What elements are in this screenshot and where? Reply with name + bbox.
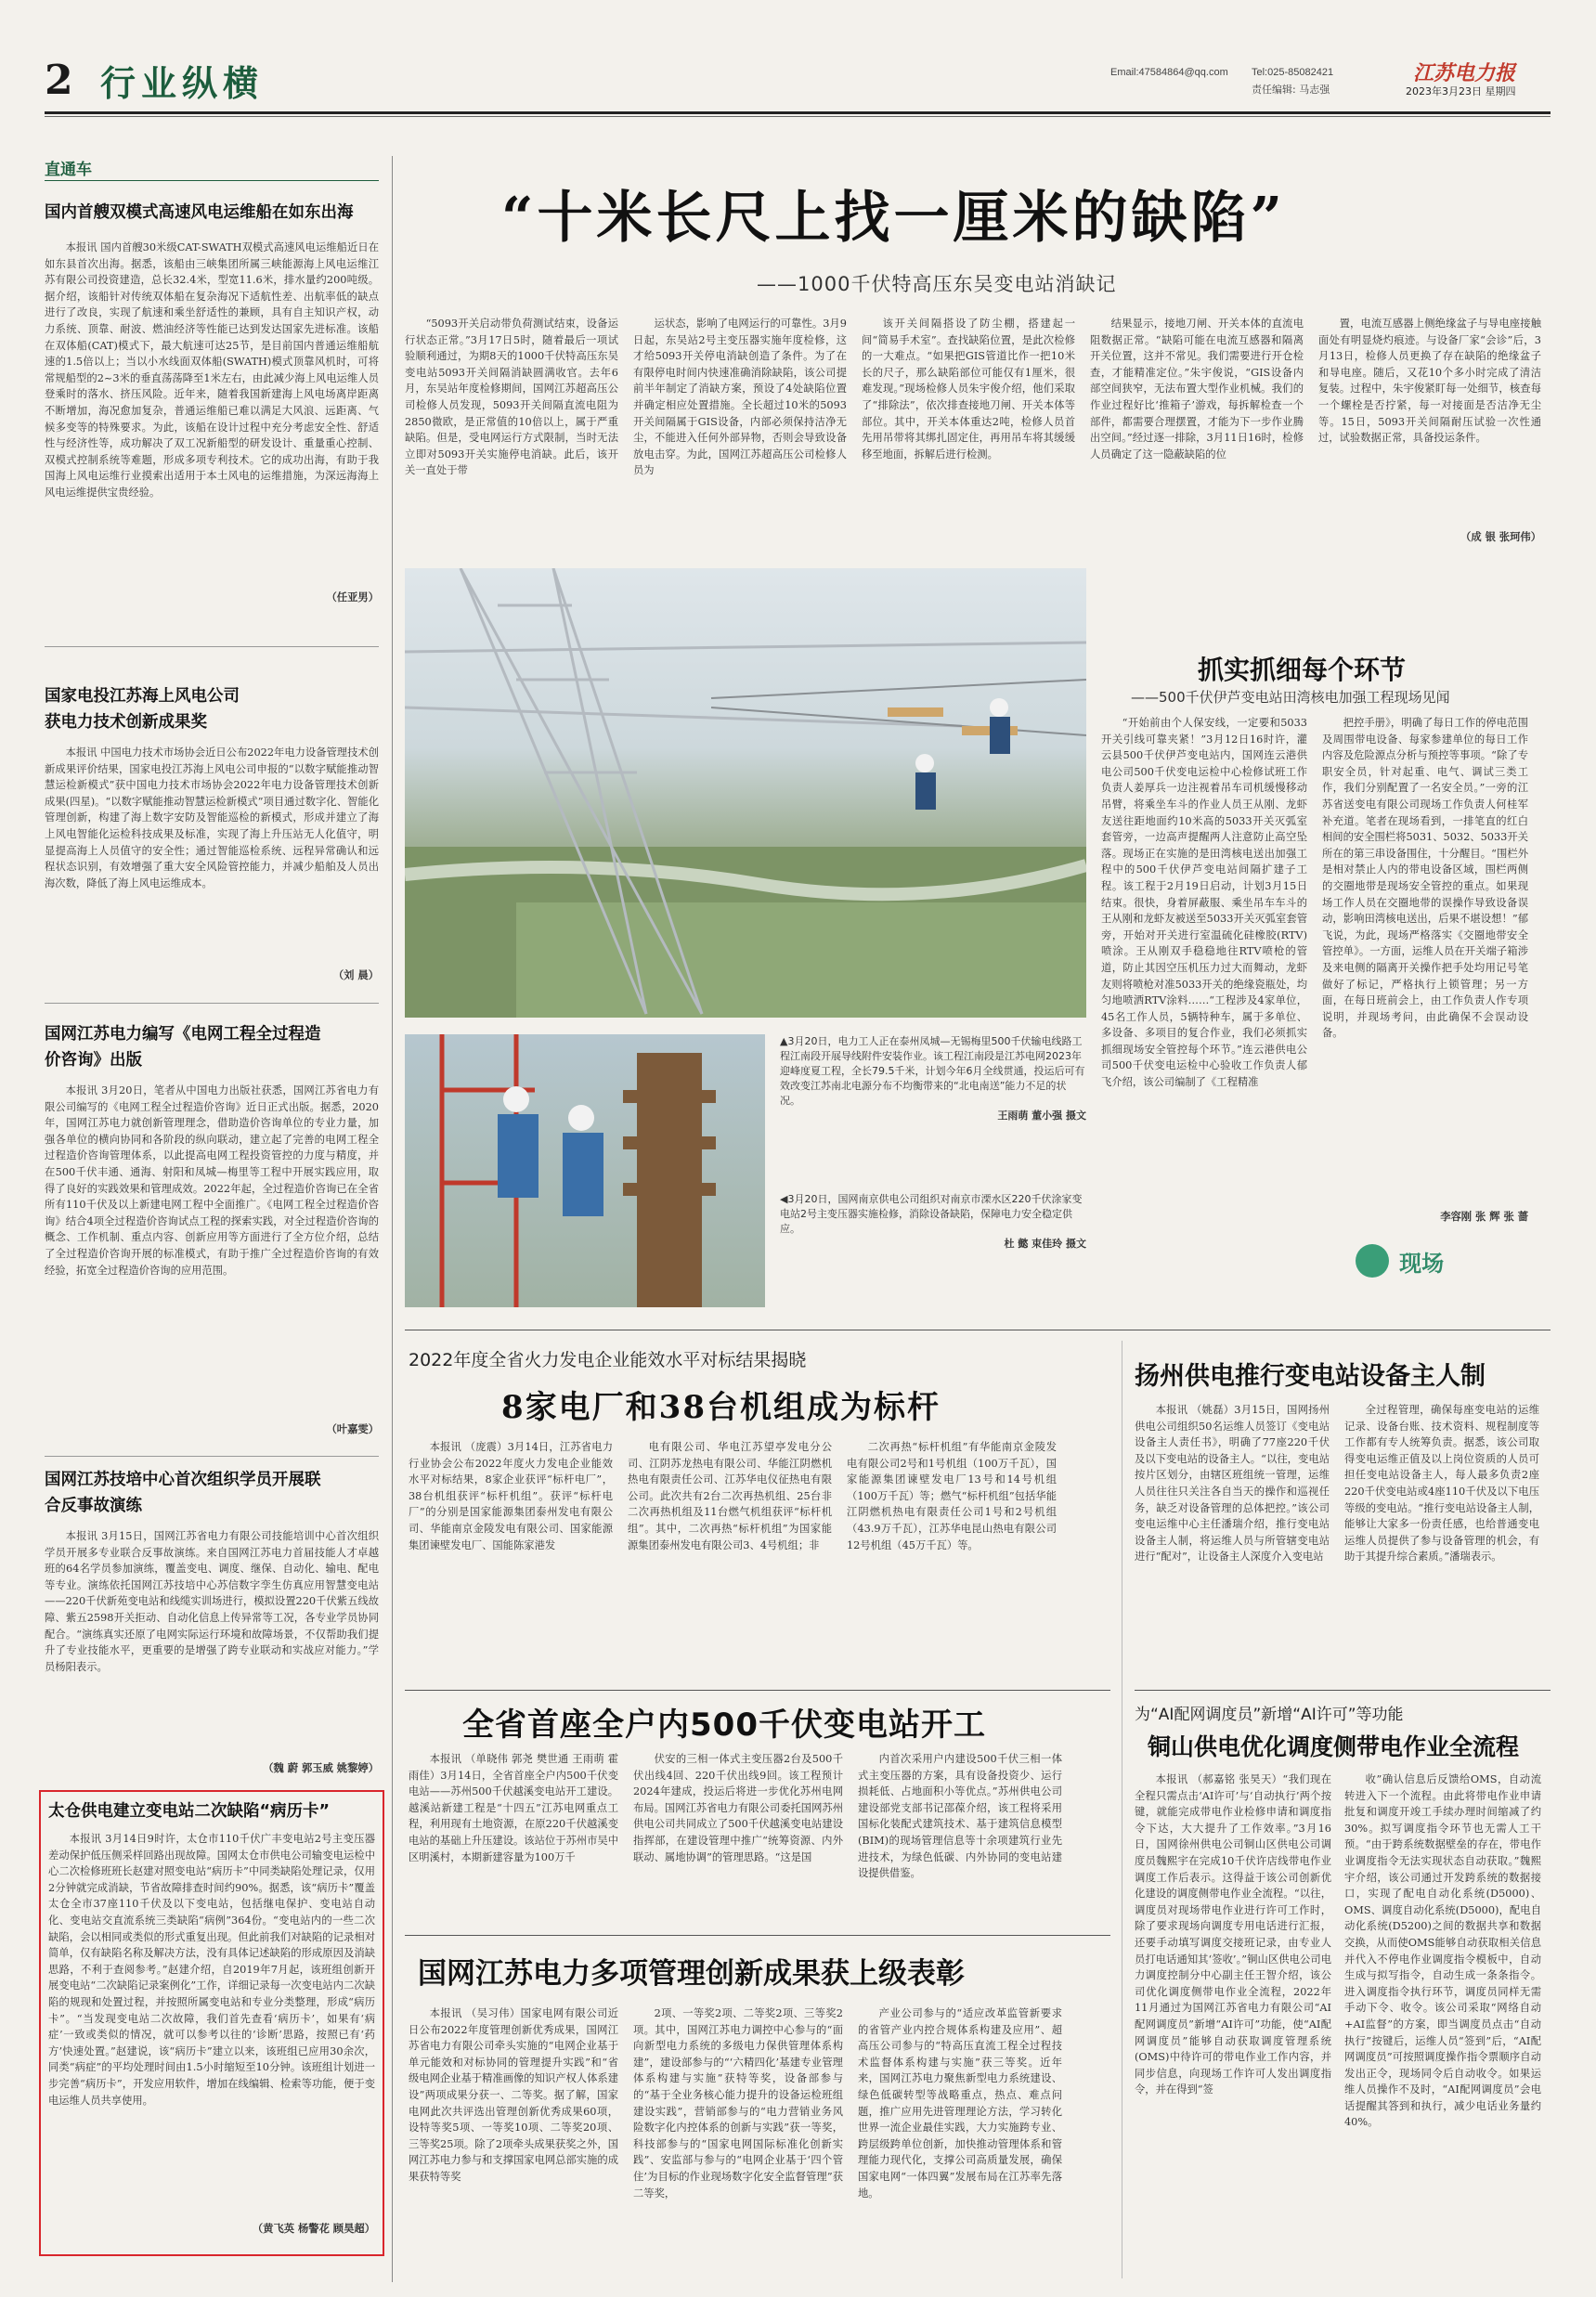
article-author: （黄飞英 杨警花 顾昊超） — [252, 2222, 375, 2235]
feature-headline: 抓实抓细每个环节 — [1198, 655, 1407, 685]
sidebar-article — [45, 1467, 379, 1783]
photo-caption-1 — [780, 1034, 1086, 1123]
national-column: 本报讯 （单晓伟 郭尧 樊世通 王雨萌 霍雨佳）3月14日，全省首座全户内500千伏变电站——苏州500千伏越溪变电站开工建设。越溪站新建工程是“十四五”江苏电网重点工程，利用现有土地资源，在原220千伏越溪变电站的基础上升压建设。该站位于苏州市吴中区明溪村，本期新建容量为100万千 — [409, 1753, 618, 1863]
article-author: （叶嘉雯） — [326, 1422, 379, 1435]
masthead — [45, 58, 1551, 104]
tag-xianchang — [1356, 1244, 1504, 1285]
sidebar — [45, 156, 379, 2282]
article-body: 本报讯 3月15日，国网江苏省电力有限公司技能培训中心首次组织学员开展多专业联合反事故演练。来自国网江苏电力首届技能人才卓越班的64名学员参加演练，覆盖变电、调度、继保、自动化、输电、配电等专业。演练依托国网江苏技培中心苏信数字孪生仿真应用智慧变电站——220千伏新苑变电站和线缆实训场进行，模拟设置220千伏紫五线故障、紫五2598开关拒动、自动化信息上传异常等工况，各专业学员协同配合。“演练真实还原了电网实际运行环境和故障场景，不仅帮助我们提升了专业技能水平，更重要的是增强了跨专业联动和实战应对能力。”学员杨阳表示。 — [45, 1530, 379, 1673]
national-column: 内首次采用户内建设500千伏三相一体式主变压器的方案，具有设备投资少、运行损耗低、占地面积小等优点。”苏州供电公司建设部党支部书记邵葆介绍，该工程将采用国标化装配式建筑技术、基于建筑信息模型(BIM)的现场管理信息等十余项建筑行业先进技术，为绿色低碳、内外协同的变电站建设提供借鉴。 — [858, 1753, 1062, 1880]
national-column: 伏安的三相一体式主变压器2台及500千伏出线4回、220千伏出线9回。该工程预计2024年建成，投运后将进一步优化苏州电网布局。国网江苏省电力有限公司委托国网苏州供电公司共同成立了500千伏越溪变电站建设指挥部，在建设管理中推广“统筹资源、内外联动、属地协调”的管理思路。“这是国 — [633, 1753, 843, 1863]
article-title: 太仓供电建立变电站二次缺陷“病历卡” — [48, 1802, 331, 1821]
paper-logo: 江苏电力报 — [1413, 61, 1516, 85]
lead-author: （成 银 张珂伟） — [1460, 530, 1541, 543]
sidebar-label: 直通车 — [45, 161, 92, 179]
article-title: 国网江苏电力编写《电网工程全过程造价咨询》出版 — [45, 1025, 321, 1070]
thermal-headline: 8家电厂和38台机组成为标杆 — [501, 1389, 941, 1426]
tongshan-column: 收”确认信息后反馈给OMS，自动流转进入下一个流程。由此将带电作业申请批复和调度开竣工手续办理时间缩减了约30%。拟写调度指令环节也无需人工干预。“由于跨系统数据壁垒的存在，带电作业调度指令无法实现状态自动获取。”魏熙宇介绍，该公司通过开发跨系统的数据接口，实现了配电自动化系统(D5000)、OMS、调度自动化系统(D5000)，配电自动化系统(D5200)之间的数据共享和数据交换，从而使OMS能够自动获取相关信息并代入不停电作业调度指令模板中，自动生成与拟写指令，自动生成一条条指令。进入调度指令执行环节，调度员同样无需手动下令、收令。该公司采取“网络自动+AI监督”的方案，即当调度员点击“自动执行”按键后，运维人员“签到”后，“AI配网调度员”可按照调度操作指令票顺序自动发出正令，现场同令后自动收令。如果运维人员操作不及时，“AI配网调度员”会电话提醒其答到和执行，减少电话业务量约40%。 — [1344, 1773, 1541, 2129]
tongshan-headline: 铜山供电优化调度侧带电作业全流程 — [1148, 1733, 1520, 1760]
yangzhou-column: 全过程管理，确保每座变电站的运维记录、设备台账、技术资料、规程制度等工作都有专人统筹负责。据悉，该公司取得变电运维正值及以上岗位资质的人员可担任变电站设备主人，每人最多负责2座220千伏变电站或4座110千伏及以下电压等级的变电站。“推行变电站设备主人制，能够让大家多一份责任感，也给普通变电运维人员提供了参与设备管理的机会，有助于其提升综合素质。”潘瑞表示。 — [1344, 1404, 1539, 1564]
caption-credit: 王雨萌 董小强 摄文 — [997, 1110, 1086, 1122]
lead-column: 该开关间隔搭设了防尘棚，搭建起一间“简易手术室”。查找缺陷位置，是此次检修的一大难点。“如果把GIS管道比作一把10米长的尺子，那么缺陷部位可能仅有1厘米，很难发现。”现场检修人员朱宇俊介绍，他们采取了“排除法”，依次排查接地刀闸、开关本体等部位。其中，开关本体重达2吨，检修人员首先用吊带将其绑扎固定住，再用吊车将其缓缓移至地面，拆解后进行检测。 — [862, 318, 1075, 461]
thermal-column: 电有限公司、华电江苏望亭发电分公司、江阴苏龙热电有限公司、华能江阴燃机热电有限责任公司、江苏华电仪征热电有限公司。此次共有2台二次再热机组、25台非二次再热机组及11台燃气机组获评“标杆机组”。其中，二次再热“标杆机组”为国家能源集团泰州发电有限公司3、4号机组；非 — [628, 1441, 832, 1551]
article-title: 国内首艘双模式高速风电运维船在如东出海 — [45, 203, 354, 222]
section-divider — [405, 1690, 1110, 1691]
tag-icon — [1356, 1244, 1389, 1278]
tongshan-kicker: 为“AI配网调度员”新增“AI许可”等功能 — [1135, 1706, 1404, 1724]
national-headline: 全省首座全户内500千伏变电站开工 — [462, 1707, 986, 1744]
lead-column: 结果显示，接地刀闸、开关本体的直流电阻数据正常。“缺陷可能在电流互感器和隔离开关位置，这并不常见。我们需要进行开仓检查，才能精准定位。”朱宇俊说，“GIS设备内部空间狭窄，无法布置大型作业机械。我们的作业过程好比‘推箱子’游戏，每拆解检查一个部件，都需要合理摆置，才能为下一步作业腾出空间。”经过逐一排除，3月11日16时，检修人员确定了这一隐蔽缺陷的位 — [1090, 318, 1304, 461]
lead-column: “5093开关启动带负荷测试结束，设备运行状态正常。”3月17日5时，随着最后一项试验顺利通过，为期8天的1000千伏特高压东吴变电站5093开关间隔消缺圆满收官。去年6月，东吴站年度检修期间，国网江苏超高压公司检修人员发现，5093开关间隔直流电阻为2850微欧，是正常值的10倍以上，属于严重缺陷。但是，受电网运行方式限制，当时无法立即对5093开关实施停电消缺。此后，该开关一直处于带 — [405, 318, 618, 477]
feature-column: “开始前由个人保安线，一定要和5033开关引线可靠夹紧！”3月12日16时许，灌云县500千伏伊芦变电站内，国网连云港供电公司500千伏变电运检中心检修试班工作负责人姜厚兵一边注视着吊车司机缓慢移动吊臂，将乘坐车斗的作业人员王从刚、龙虾友送往距地面约10米高的5033开关灭弧室套管旁，一边高声提醒两人注意防止高空坠落。现场正在实施的是田湾核电送出加强工程中的500千伏伊芦变电站间隔扩建子工程。该工程于2月19日启动，计划3月15日结束。很快，身着屏蔽服、乘坐吊车车斗的王从刚和龙虾友被送至5033开关灭弧室套管旁，开始对开关进行室温硫化硅橡胶(RTV)喷涂。王从刚双手稳稳地往RTV喷枪的管道，防止其因空压机压力过大而舞动，龙虾友则将喷枪对准5033开关的绝缘瓷瓶处，均匀地喷洒RTV涂料……“工程涉及4家单位，45名工作人员，5辆特种车，属于多单位、多设备、多项目的复合作业，我们必须抓实抓细现场安全管控每个环节。”连云港供电公司500千伏变电运检中心验收工作负责人郁飞介绍，该公司编制了《工程精准 — [1101, 717, 1307, 1089]
innovation-headline: 国网江苏电力多项管理创新成果获上级表彰 — [418, 1957, 965, 1991]
section-divider — [1135, 1690, 1551, 1691]
thermal-column: 二次再热“标杆机组”有华能南京金陵发电有限公司2号和1号机组（100万千瓦），国家能源集团谏壁发电厂13号和14号机组（100万千瓦）等；燃气“标杆机组”包括华能江阴燃机热电有限责任公司1号和2号机组（43.9万千瓦），江苏华电昆山热电有限公司12号机组（45万千瓦）等。 — [847, 1441, 1057, 1551]
innovation-column: 本报讯 （吴习伟）国家电网有限公司近日公布2022年度管理创新优秀成果，国网江苏省电力有限公司牵头实施的“电网企业基于单元能效和对标协同的管理提升实践”和“省级电网企业基于精准画像的知识产权人体系建设”两项成果分获一、二等奖。据了解，国家电网此次共评选出管理创新优秀成果60项，设特等奖5项、一等奖10项、二等奖20项、三等奖25项。除了2项牵头成果获奖之外，国网江苏电力参与和支撑国家电网总部实施的成果获特等奖 — [409, 2007, 618, 2183]
photo-caption-2 — [780, 1192, 1086, 1252]
caption-text: ▲3月20日，电力工人正在泰州凤城—无锡梅里500千伏输电线路工程江南段开展导线附件安装作业。该工程江南段是江苏电网2023年迎峰度夏工程，全长79.5千米，计划今年6月全线贯通，投运后可有效改变江苏南北电源分布不均衡带来的“北电南送”能力不足的状况。 — [780, 1035, 1085, 1107]
sidebar-label-rule — [45, 180, 379, 181]
article-title: 国网江苏技培中心首次组织学员开展联合反事故演练 — [45, 1471, 321, 1515]
article-author: （任亚男） — [326, 590, 379, 603]
lead-subhead: ——1000千伏特高压东吴变电站消缺记 — [757, 273, 1117, 295]
feature-author: 李容刚 张 辉 张 蔷 — [1440, 1210, 1528, 1223]
masthead-email: Email:47584864@qq.com — [1110, 67, 1228, 78]
sidebar-article — [45, 683, 379, 990]
article-author: （魏 蔚 郭玉威 姚黎婷） — [263, 1761, 379, 1774]
masthead-rule-thin — [45, 116, 1551, 117]
innovation-column: 产业公司参与的“适应改革监管新要求的省管产业内控合规体系构建及应用”、超高压公司参与的“特高压直流工程全过程技术监督体系构建与实施”获三等奖。近年来，国网江苏电力聚焦新型电力系统建设、绿色低碳转型等战略重点，热点、难点问题，推广应用先进管理理论方法，学习转化世界一流企业最佳实践，大力实施跨专业、跨层级跨单位创新，加快推动管理体系和管理能力现代化，支撑公司高质量发展，确保国家电网“一体四翼”发展布局在江苏率先落地。 — [858, 2007, 1062, 2200]
feature-subhead: ——500千伏伊芦变电站田湾核电加强工程现场见闻 — [1131, 689, 1450, 706]
article-body: 本报讯 中国电力技术市场协会近日公布2022年电力设备管理技术创新成果评价结果，国家电投江苏海上风电公司申报的“以数字赋能推动智慧运检新模式”获中国电力技术市场协会2022年电力设备管理技术创新成果(四星)。“以数字赋能推动智慧运检新模式”项目通过数字化、智能化管理创新，构建了海上数字安防及智能巡检的新模式，形成并建立了海上风电智能化运检科技成果及标准，实现了海上升压站无人化值守，明显提高海上人员值守的安全性；通过智能巡检系统、远程异常确认和远程状态识别，有效增强了重大安全风险管控能力，并减少船舶及人员出海次数，降低了海上风电运维成本。 — [45, 746, 379, 889]
section-divider — [405, 1935, 1110, 1936]
page-number: 2 — [45, 57, 73, 104]
yangzhou-column: 本报讯 （姚磊）3月15日，国网扬州供电公司组织50名运维人员签订《变电站设备主人责任书》，明确了77座220千伏及以下变电站的设备主人。“以往，变电站按片区划分，由辖区班组统一管理，运维人员往往只关注各自当天的操作和巡视任务，缺乏对设备管理的总体把控。”该公司变电运维中心主任潘瑞介绍，推行变电站设备主人制，将运维人员与所管辖变电站进行“配对”，让设备主人深度介入变电站 — [1135, 1404, 1330, 1564]
article-body: 本报讯 3月14日9时许，太仓市110千伏广丰变电站2号主变压器差动保护低压侧采样回路出现故障。国网太仓市供电公司输变电运检中心二次检修班班长赵建对照变电站“病历卡”中同类缺陷处理记录，仅用2分钟就完成消缺，节省故障排查时间约90%。据悉，该“病历卡”覆盖太仓全市37座110千伏及以下变电站，包括继电保护、变电站自动化、变电站交直流系统三类缺陷“病例”364份。“变电站内的一些二次缺陷，会以相同或类似的形式重复出现。但此前我们对缺陷的记录相对简单，仅有缺陷名称及解决方法，没有具体记述缺陷的形成原因及消缺思路，不利于查阅参考。”赵建介绍，自2019年7月起，该班组创新开展变电站“二次缺陷记录案例化”工作，详细记录每一次变电站内二次缺陷的规现和处置过程，并按照所属变电站和专业分类整理，形成“病历卡”。“当发现变电站二次故障，我们首先查看‘病历卡’，如果有‘病症’一致或类似的情况，就可以参考以往的‘诊断’思路，按照已有‘药方’快速处置。”赵建说，该“病历卡”建立以来，该班组已应用30余次，同类“病症”的平均处理时间由1.5小时缩短至10分钟。该班组计划进一步完善“病历卡”，开发应用软件，增加在线编辑、检索等功能，便于变电运维人员共享使用。 — [48, 1833, 375, 2107]
sidebar-divider — [392, 156, 393, 2282]
tower-illustration — [405, 568, 1086, 1018]
masthead-tel: Tel:025-85082421 — [1252, 67, 1334, 78]
article-body: 本报讯 3月20日，笔者从中国电力出版社获悉，国网江苏省电力有限公司编写的《电网工程全过程造价咨询》近日正式出版。据悉，2020年，国网江苏电力就创新管理理念，借助造价咨询单位的专业力量，加强各单位的横向协同和各阶段的纵向联动，建立起了完善的电网工程全过程造价咨询管理体系，以此提高电网工程投资管控的力度与精度，并在500千伏丰通、通海、射阳和凤城—梅里等工程中开展实践应用，取得了良好的实践效果和管理成效。2022年起，全过程造价咨询已在全省所有110千伏及以上新建电网工程中全面推广。《电网工程全过程造价咨询》结合4项全过程造价咨询试点工程的探索实践，对全过程造价咨询的概念、工作机制、重点内容、创新应用等方面进行了全方位介绍，总结了全过程造价咨询开展的标准模式，有助于推广全过程造价咨询的有效经验，拓宽全过程造价咨询的应用范围。 — [45, 1084, 379, 1277]
tongshan-column: 本报讯 （郝嘉铭 张昊天）“我们现在全程只需点击‘AI许可’与‘自动执行’两个按键，就能完成带电作业检修申请和调度指令下达，大大提升了工作效率。”3月16日，国网徐州供电公司铜山区供电公司调度员魏熙宇在完成10千伏许店线带电作业调度工作后表示。这得益于该公司创新优化建设的调度侧带电作业全流程。“以往，调度员对现场带电作业进行许可工作时，除了要求现场向调度专用电话进行汇报，还要手动填写调度交接班记录，由专业人员打电话通知其‘签收’。”铜山区供电公司电力调度控制分中心副主任王智介绍，该公司优化调度侧带电作业全流程，2022年11月通过为国网江苏省电力有限公司“AI配网调度员”新增“AI许可”功能，使“AI配网调度员”能够自动获取调度管理系统(OMS)中待许可的带电作业工作内容，并同步信息，向现场工作许可人发出调度指令，并在得到“签 — [1135, 1773, 1331, 2096]
innovation-column: 2项、一等奖2项、二等奖2项、三等奖2项。其中，国网江苏电力调控中心参与的“面向新型电力系统的多级电力保供管理体系构建”，建设部参与的“‘六精四化’基建专业管理体系构建与实施”获特等奖，设备部参与的“基于全业务核心能力提升的设备运检班组建设实践”，营销部参与的“电力营销业务风险数字化内控体系的创新与实践”获一等奖，科技部参与的“国家电网国际标准化创新实践”、安监部与参与的“电网企业基于‘四个管住’为目标的作业现场数字化安全监督管理”获二等奖， — [633, 2007, 843, 2200]
article-body: 本报讯 国内首艘30米级CAT-SWATH双模式高速风电运维船近日在如东县首次出海。据悉，该船由三峡集团所属三峡能源海上风电运维江苏有限公司投资建造，总长32.4米，型宽11.6米，排水量约200吨级。据介绍，该船针对传统双体船在复杂海况下适航性差、出航率低的缺点进行了改良，实现了航速和乘坐舒适性的兼顾，具有自主知识产权，动力系统、顶靠、耐波、燃油经济等性能已达到发达国家先进标准。该船在双体船(CAT)模式下，最大航速可达25节，是目前国内普通运维船航速的1.5倍以上；当以小水线面双体船(SWATH)模式顶靠风机时，可将常规船型的2~3米的垂直荡荡降至1米左右，由此减少海上风电运维人员登乘时的落水、挤压风险。近年来，随着我国新建海上风电场离岸距离不断增加，海况愈加复杂，普通运维船已难以满足大风浪、远距离、气候多变等的特殊要求。为此，该船在设计过程中充分考虑安全性、舒适性与经济性等，成功解决了双工况新船型的研发设计、重量重心控制、双模式控制系统等难题，形成多项专利技术。它的成功出海，有助于我国海上风电运维行业摸索出适用于本土风电的运维措施，为深远海海上风电运维提供宝贵经验。 — [45, 241, 379, 499]
masthead-rule — [45, 111, 1551, 114]
photo-transmission-tower — [405, 568, 1086, 1018]
lead-column: 运状态，影响了电网运行的可靠性。3月9日起，东吴站2号主变压器实施年度检修，这才给5093开关停电消缺创造了条件。为了在有限停电时间内快速准确消除缺陷，该公司提前半年制定了消缺方案，预设了4处缺陷位置并确定相应处置措施。全长超过10米的5093开关间隔属于GIS设备，内部必须保持洁净无尘，不能进入任何外部异物，否则会导致设备放电击穿。为此，国网江苏超高压公司检修人员为 — [633, 318, 847, 477]
section-name: 行业纵横 — [100, 63, 265, 104]
lead-headline: “十米长尺上找一厘米的缺陷” — [501, 186, 1287, 251]
article-title: 国家电投江苏海上风电公司获电力技术创新成果奖 — [45, 687, 240, 732]
divider — [45, 1003, 379, 1004]
masthead-date: 2023年3月23日 星期四 — [1406, 85, 1516, 97]
caption-text: ◀3月20日，国网南京供电公司组织对南京市溧水区220千伏涂家变电站2号主变压器实施检修，消除设备缺陷，保障电力安全稳定供应。 — [780, 1193, 1083, 1235]
lead-column: 置，电流互感器上侧绝缘盆子与导电座接触面处有明显烧灼痕迹。与设备厂家“会诊”后，3月13日，检修人员更换了存在缺陷的绝缘盆子和导电座。随后，又花10个多小时完成了清洁复装。过程中，朱宇俊紧盯每一处细节，核查每一个螺栓是否拧紧，每一对接面是否洁净无尘等。15日，5093开关间隔耐压试验一次性通过，试验数据正常，具备投运条件。 — [1318, 318, 1541, 445]
caption-credit: 杜 懿 束佳玲 摄文 — [1004, 1238, 1086, 1250]
sidebar-article — [45, 201, 379, 637]
highlighted-article — [39, 1790, 384, 2256]
feature-column: 把控手册》，明确了每日工作的停电范围及周围带电设备、每家参建单位的每日工作内容及危险源点分析与预控等事项。“除了专职安全员，针对起重、电气、调试三类工作，我们分别配置了一名安全员。”一旁的江苏省送变电有限公司现场工作负责人何桂军补充道。笔者在现场看到，一排笔直的红白相间的安全围栏将5031、5032、5033开关所在的第三串设备围住，十分醒目。“围栏外是相对禁止人内的带电设备区域，围栏两侧的交圈地带是现场安全管控的重点。如果现场工作人员在交圈地带的误操作导致设备误动，影响田湾核电送出，后果不堪设想！”郁飞说，为此，现场严格落实《交圈地带安全管控单》。一方面，运维人员在开关端子箱涉及来电侧的隔离开关操作把手处均用记号笔做好了标记，严格执行上锁管理；另一方面，在每日班前会上，由工作负责人作专项说明，并现场考问，由此确保不会误动设备。 — [1322, 717, 1528, 1040]
workers-illustration — [405, 1034, 765, 1307]
article-author: （刘 晨） — [332, 968, 379, 981]
tag-label: 现场 — [1399, 1250, 1445, 1277]
thermal-column: 本报讯 （庞震）3月14日，江苏省电力行业协会公布2022年度火力发电企业能效水平对标结果，8家企业获评“标杆电厂”，38台机组获评“标杆机组”。获评“标杆电厂”的分别是国家能源集团泰州发电有限公司、华能南京金陵发电有限公司、国家能源集团谏壁发电厂、国能陈家港发 — [409, 1441, 613, 1551]
lead-columns — [405, 316, 1551, 550]
yangzhou-headline: 扬州供电推行变电站设备主人制 — [1135, 1362, 1486, 1391]
masthead-editor: 责任编辑: 马志强 — [1252, 84, 1330, 96]
photo-substation-workers — [405, 1034, 765, 1307]
divider — [45, 1456, 379, 1457]
divider — [45, 646, 379, 647]
thermal-kicker: 2022年度全省火力发电企业能效水平对标结果揭晓 — [409, 1350, 807, 1370]
sidebar-article — [45, 1021, 379, 1444]
